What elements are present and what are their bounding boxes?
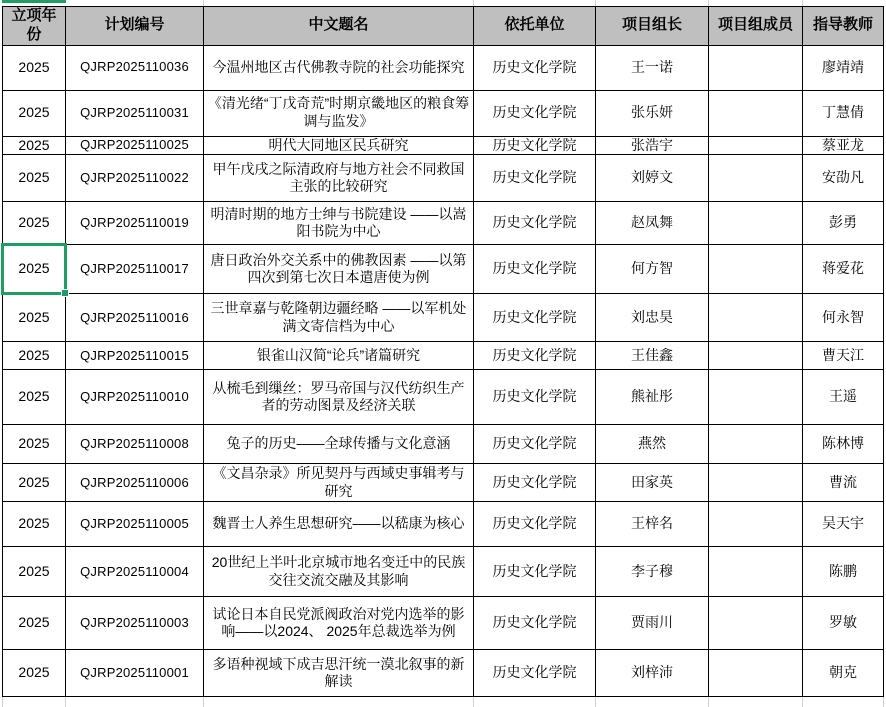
gridline-stub: [708, 696, 709, 707]
table-row: [3, 342, 884, 370]
column-header-leader[interactable]: 项目组长: [596, 7, 709, 46]
cell-advisor[interactable]: 陈林博: [803, 425, 884, 464]
cell-members[interactable]: [709, 597, 803, 650]
cell-unit[interactable]: 历史文化学院: [474, 90, 596, 136]
cell-advisor[interactable]: 安劭凡: [803, 155, 884, 202]
cell-year[interactable]: 2025: [3, 547, 66, 597]
cell-title[interactable]: 三世章嘉与乾隆朝边疆经略 ——以军机处满文寄信档为中心: [204, 294, 474, 342]
cell-title[interactable]: 20世纪上半叶北京城市地名变迁中的民族交往交流交融及其影响: [204, 547, 474, 597]
cell-leader[interactable]: 田家英: [596, 464, 709, 502]
cell-year[interactable]: 2025: [3, 502, 66, 547]
cell-year[interactable]: 2025: [3, 202, 66, 245]
column-header-unit[interactable]: 依托单位: [474, 7, 596, 46]
cell-unit[interactable]: 历史文化学院: [474, 136, 596, 155]
cell-members[interactable]: [709, 342, 803, 370]
cell-advisor[interactable]: 吴天宇: [803, 502, 884, 547]
cell-members[interactable]: [709, 650, 803, 697]
gridline-stub: [203, 696, 204, 707]
cell-plan_no[interactable]: QJRP2025110003: [66, 597, 204, 650]
cell-plan_no[interactable]: QJRP2025110006: [66, 464, 204, 502]
table-row: [3, 597, 884, 650]
table-row: [3, 370, 884, 425]
cell-year[interactable]: 2025: [3, 45, 66, 90]
selected-cell-year[interactable]: 2025: [3, 245, 66, 294]
cell-advisor[interactable]: 何永智: [803, 294, 884, 342]
cell-title[interactable]: 唐日政治外交关系中的佛教因素 ——以第四次到第七次日本遣唐使为例: [204, 245, 474, 294]
cell-leader[interactable]: 张浩宇: [596, 136, 709, 155]
cell-leader[interactable]: 王梓名: [596, 502, 709, 547]
cell-unit[interactable]: 历史文化学院: [474, 650, 596, 697]
cell-year[interactable]: 2025: [3, 650, 66, 697]
cell-leader[interactable]: 刘婷文: [596, 155, 709, 202]
cell-unit[interactable]: 历史文化学院: [474, 155, 596, 202]
cell-members[interactable]: [709, 202, 803, 245]
cell-title[interactable]: 明代大同地区民兵研究: [204, 136, 474, 155]
cell-title[interactable]: 从梳毛到缫丝：罗马帝国与汉代纺织生产者的劳动图景及经济关联: [204, 370, 474, 425]
cell-leader[interactable]: 何方智: [596, 245, 709, 294]
cell-leader[interactable]: 熊祉彤: [596, 370, 709, 425]
table-row: [3, 202, 884, 245]
cell-year[interactable]: 2025: [3, 342, 66, 370]
cell-members[interactable]: [709, 370, 803, 425]
cell-leader[interactable]: 李子穆: [596, 547, 709, 597]
cell-advisor[interactable]: 罗敏: [803, 597, 884, 650]
cell-title[interactable]: 魏晋士人养生思想研究——以嵇康为核心: [204, 502, 474, 547]
cell-title[interactable]: 兔子的历史——全球传播与文化意涵: [204, 425, 474, 464]
cell-plan_no[interactable]: QJRP2025110001: [66, 650, 204, 697]
cell-unit[interactable]: 历史文化学院: [474, 464, 596, 502]
cell-title[interactable]: 银雀山汉简“论兵”诸篇研究: [204, 342, 474, 370]
cell-unit[interactable]: 历史文化学院: [474, 370, 596, 425]
column-header-year[interactable]: 立项年份: [3, 7, 66, 46]
gridline-stub: [802, 696, 803, 707]
cell-advisor[interactable]: 朝克: [803, 650, 884, 697]
cell-unit[interactable]: 历史文化学院: [474, 45, 596, 90]
cell-year[interactable]: 2025: [3, 370, 66, 425]
cell-members[interactable]: [709, 547, 803, 597]
table-row: [3, 650, 884, 697]
cell-leader[interactable]: 燕然: [596, 425, 709, 464]
column-header-advisor[interactable]: 指导教师: [803, 7, 884, 46]
cell-advisor[interactable]: 王遥: [803, 370, 884, 425]
cell-members[interactable]: [709, 464, 803, 502]
cell-title[interactable]: 今温州地区古代佛教寺院的社会功能探究: [204, 45, 474, 90]
cell-unit[interactable]: 历史文化学院: [474, 202, 596, 245]
column-header-members[interactable]: 项目组成员: [709, 7, 803, 46]
table-row: [3, 155, 884, 202]
column-header-title[interactable]: 中文题名: [204, 7, 474, 46]
cell-unit[interactable]: 历史文化学院: [474, 502, 596, 547]
cell-title[interactable]: 试论日本自民党派阀政治对党内选举的影响——以2024、 2025年总裁选举为例: [204, 597, 474, 650]
cell-plan_no[interactable]: QJRP2025110015: [66, 342, 204, 370]
cell-plan_no[interactable]: QJRP2025110019: [66, 202, 204, 245]
cell-leader[interactable]: 贾雨川: [596, 597, 709, 650]
table-row: [3, 502, 884, 547]
header-row: [3, 7, 884, 46]
table-row: [3, 294, 884, 342]
cell-year[interactable]: 2025: [3, 294, 66, 342]
cell-members[interactable]: [709, 155, 803, 202]
gridline-stub: [883, 696, 884, 707]
cell-members[interactable]: [709, 90, 803, 136]
table-row: [3, 245, 884, 294]
cell-unit[interactable]: 历史文化学院: [474, 294, 596, 342]
cell-title[interactable]: 明清时期的地方士绅与书院建设 ——以嵩阳书院为中心: [204, 202, 474, 245]
gridline-stub: [2, 696, 3, 707]
cell-advisor[interactable]: 丁慧倩: [803, 90, 884, 136]
cell-title[interactable]: 《清光绪“丁戊奇荒”时期京畿地区的粮食筹调与监发》: [204, 90, 474, 136]
cell-year[interactable]: 2025: [3, 597, 66, 650]
table-row: [3, 547, 884, 597]
table-row: [3, 45, 884, 90]
cell-members[interactable]: [709, 136, 803, 155]
cell-plan_no[interactable]: QJRP2025110031: [66, 90, 204, 136]
cell-members[interactable]: [709, 45, 803, 90]
cell-unit[interactable]: 历史文化学院: [474, 342, 596, 370]
cell-plan_no[interactable]: QJRP2025110005: [66, 502, 204, 547]
cell-unit[interactable]: 历史文化学院: [474, 547, 596, 597]
cell-members[interactable]: [709, 245, 803, 294]
cell-year[interactable]: 2025: [3, 425, 66, 464]
cell-advisor[interactable]: 彭勇: [803, 202, 884, 245]
table-row: [3, 425, 884, 464]
table-row: [3, 136, 884, 155]
cell-title[interactable]: 《文昌杂录》所见契丹与西域史事辑考与研究: [204, 464, 474, 502]
cell-plan_no[interactable]: QJRP2025110016: [66, 294, 204, 342]
cell-unit[interactable]: 历史文化学院: [474, 425, 596, 464]
gridline-stub: [473, 696, 474, 707]
cell-plan_no[interactable]: QJRP2025110008: [66, 425, 204, 464]
cell-leader[interactable]: 张乐妍: [596, 90, 709, 136]
cell-title[interactable]: 多语种视域下成吉思汗统一漠北叙事的新解读: [204, 650, 474, 697]
cell-leader[interactable]: 刘忠昊: [596, 294, 709, 342]
cell-advisor[interactable]: 陈鹏: [803, 547, 884, 597]
table-row: [3, 90, 884, 136]
cell-members[interactable]: [709, 425, 803, 464]
cell-leader[interactable]: 王一诺: [596, 45, 709, 90]
cell-plan_no[interactable]: QJRP2025110022: [66, 155, 204, 202]
cell-unit[interactable]: 历史文化学院: [474, 597, 596, 650]
cell-year[interactable]: 2025: [3, 136, 66, 155]
selection-border-remnant: [2, 0, 66, 3]
cell-leader[interactable]: 王佳鑫: [596, 342, 709, 370]
gridline-stub: [65, 696, 66, 707]
cell-advisor[interactable]: 廖靖靖: [803, 45, 884, 90]
cell-plan_no[interactable]: QJRP2025110010: [66, 370, 204, 425]
cell-advisor[interactable]: 蒋爱花: [803, 245, 884, 294]
cell-advisor[interactable]: 曹天江: [803, 342, 884, 370]
cell-members[interactable]: [709, 502, 803, 547]
cell-plan_no[interactable]: QJRP2025110036: [66, 45, 204, 90]
cell-advisor[interactable]: 曹流: [803, 464, 884, 502]
cell-plan_no[interactable]: QJRP2025110017: [66, 245, 204, 294]
table-body: [3, 45, 884, 697]
cell-leader[interactable]: 刘梓沛: [596, 650, 709, 697]
cell-title[interactable]: 甲午戊戌之际清政府与地方社会不同救国主张的比较研究: [204, 155, 474, 202]
projects-table: [2, 6, 884, 697]
cell-year[interactable]: 2025: [3, 90, 66, 136]
table-row: [3, 464, 884, 502]
cell-plan_no[interactable]: QJRP2025110025: [66, 136, 204, 155]
cell-unit[interactable]: 历史文化学院: [474, 245, 596, 294]
column-header-plan_no[interactable]: 计划编号: [66, 7, 204, 46]
cell-plan_no[interactable]: QJRP2025110004: [66, 547, 204, 597]
cell-advisor[interactable]: 蔡亚龙: [803, 136, 884, 155]
cell-members[interactable]: [709, 294, 803, 342]
cell-year[interactable]: 2025: [3, 464, 66, 502]
cell-year[interactable]: 2025: [3, 155, 66, 202]
gridline-stub: [595, 696, 596, 707]
cell-leader[interactable]: 赵凤舞: [596, 202, 709, 245]
table-header: [3, 7, 884, 46]
